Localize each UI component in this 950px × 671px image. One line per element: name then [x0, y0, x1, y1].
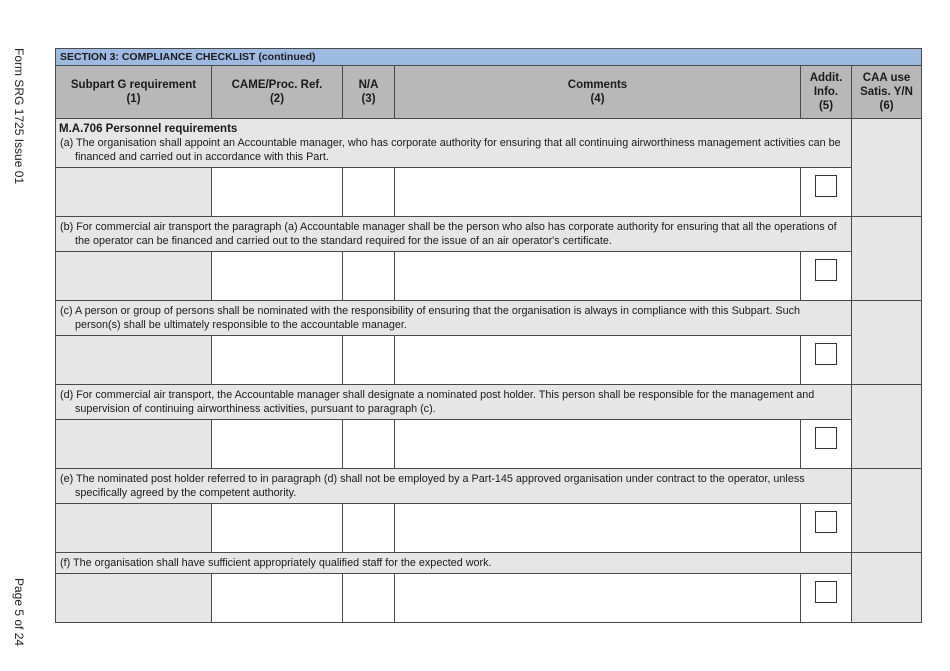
na-input-e[interactable]	[343, 504, 395, 553]
comments-input-a[interactable]	[395, 168, 801, 217]
comments-input-d[interactable]	[395, 420, 801, 469]
entry-row	[56, 168, 922, 217]
requirement-spacer-cell	[56, 420, 212, 469]
requirement-text-row	[56, 301, 922, 336]
na-input-c[interactable]	[343, 336, 395, 385]
caa-use-cell-b[interactable]	[852, 217, 922, 301]
col-header-addit-info: Addit. Info. (5)	[801, 66, 852, 119]
col-header-na: N/A (3)	[343, 66, 395, 119]
addit-info-cell-c	[801, 336, 852, 385]
addit-info-checkbox-c[interactable]	[815, 343, 837, 365]
na-input-d[interactable]	[343, 420, 395, 469]
na-input-b[interactable]	[343, 252, 395, 301]
comments-input-c[interactable]	[395, 336, 801, 385]
comments-input-e[interactable]	[395, 504, 801, 553]
na-input-a[interactable]	[343, 168, 395, 217]
addit-info-checkbox-a[interactable]	[815, 175, 837, 197]
requirement-text-cell	[56, 469, 852, 504]
requirement-spacer-cell	[56, 504, 212, 553]
addit-info-cell-b	[801, 252, 852, 301]
came-ref-input-b[interactable]	[212, 252, 343, 301]
requirement-spacer-cell	[56, 574, 212, 623]
section-title: SECTION 3: COMPLIANCE CHECKLIST (continued)	[56, 49, 922, 66]
addit-info-checkbox-d[interactable]	[815, 427, 837, 449]
requirement-text-cell	[56, 217, 852, 252]
requirement-text-row	[56, 217, 922, 252]
came-ref-input-c[interactable]	[212, 336, 343, 385]
requirement-text-row	[56, 553, 922, 574]
col-header-caa-use: CAA use Satis. Y/N (6)	[852, 66, 922, 119]
caa-use-cell-d[interactable]	[852, 385, 922, 469]
compliance-checklist-table	[55, 48, 922, 623]
addit-info-cell-a	[801, 168, 852, 217]
addit-info-checkbox-e[interactable]	[815, 511, 837, 533]
requirement-text-cell	[56, 553, 852, 574]
requirement-item-c: (c) A person or group of persons shall be nominated with the responsibility of ensuring that the organisation is always in compliance with this Subpart. Such person(s) shall be ultimately responsible to the accountable manager.	[60, 305, 800, 331]
requirement-item-b: (b) For commercial air transport the paragraph (a) Accountable manager shall be the person who also has corporate authority for ensuring that all the operations of the operator can be financed and carried out to the standard required for the issue of an air operator's certificate.	[60, 221, 837, 247]
entry-row	[56, 336, 922, 385]
requirement-spacer-cell	[56, 168, 212, 217]
addit-info-cell-d	[801, 420, 852, 469]
came-ref-input-f[interactable]	[212, 574, 343, 623]
came-ref-input-d[interactable]	[212, 420, 343, 469]
caa-use-cell-f[interactable]	[852, 553, 922, 623]
na-input-f[interactable]	[343, 574, 395, 623]
comments-input-f[interactable]	[395, 574, 801, 623]
requirement-text-row	[56, 385, 922, 420]
requirement-spacer-cell	[56, 336, 212, 385]
addit-info-checkbox-f[interactable]	[815, 581, 837, 603]
requirement-text-row	[56, 469, 922, 504]
addit-info-cell-f	[801, 574, 852, 623]
entry-row	[56, 574, 922, 623]
comments-input-b[interactable]	[395, 252, 801, 301]
col-header-came-ref: CAME/Proc. Ref. (2)	[212, 66, 343, 119]
form-reference: Form SRG 1725 Issue 01	[12, 48, 26, 185]
requirement-text-row	[56, 119, 922, 168]
caa-use-cell-a[interactable]	[852, 119, 922, 217]
requirement-text-cell	[56, 119, 852, 168]
requirement-title: M.A.706 Personnel requirements	[59, 123, 238, 135]
requirement-item-f: (f) The organisation shall have sufficient appropriately qualified staff for the expected work.	[60, 557, 492, 569]
requirement-spacer-cell	[56, 252, 212, 301]
entry-row	[56, 504, 922, 553]
entry-row	[56, 420, 922, 469]
came-ref-input-a[interactable]	[212, 168, 343, 217]
requirement-item-a: (a) The organisation shall appoint an Accountable manager, who has corporate authority for ensuring that all continuing airworthiness management activities can be financed and carried out in accordance with this Part.	[60, 137, 841, 163]
requirement-item-d: (d) For commercial air transport, the Accountable manager shall designate a nominated post holder. This person shall be responsible for the management and supervision of continuing airworthiness activities, pursuant to paragraph (c).	[60, 389, 815, 415]
addit-info-cell-e	[801, 504, 852, 553]
requirement-text-cell	[56, 385, 852, 420]
col-header-requirement: Subpart G requirement (1)	[56, 66, 212, 119]
caa-use-cell-e[interactable]	[852, 469, 922, 553]
addit-info-checkbox-b[interactable]	[815, 259, 837, 281]
caa-use-cell-c[interactable]	[852, 301, 922, 385]
requirement-item-e: (e) The nominated post holder referred to in paragraph (d) shall not be employed by a Part-145 approved organisation under contract to the operator, unless specifically agreed by the competent authority.	[60, 473, 805, 499]
entry-row	[56, 252, 922, 301]
page-number: Page 5 of 24	[12, 578, 26, 647]
requirement-text-cell	[56, 301, 852, 336]
came-ref-input-e[interactable]	[212, 504, 343, 553]
col-header-comments: Comments (4)	[395, 66, 801, 119]
